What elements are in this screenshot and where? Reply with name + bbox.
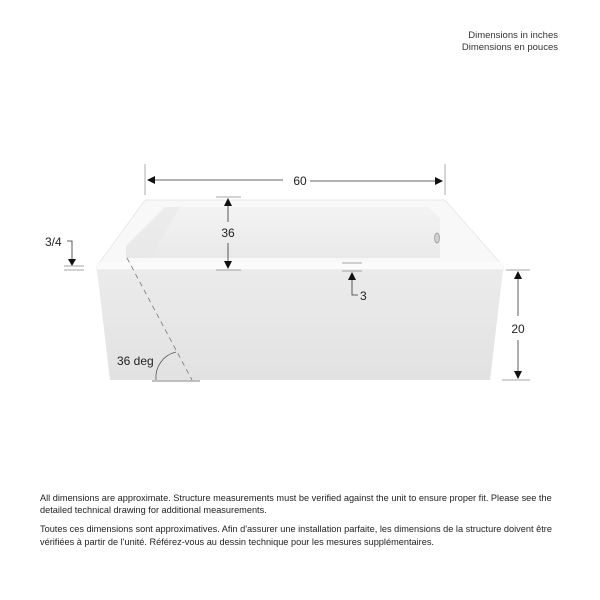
inner-depth-label: 36 <box>221 226 235 240</box>
tub-apron <box>97 270 503 380</box>
dimension-height <box>502 270 530 380</box>
tub-rim-lip <box>97 262 503 269</box>
overflow-drain-icon <box>435 233 440 243</box>
disclaimer-fr: Toutes ces dimensions sont approximatives. Afin d'assurer une installation parfaite, les dimensions de la structure doivent être vérifiées à partir de l'unité. Référez-vous au dessin technique pour les mesures supplémentaires. <box>40 524 552 547</box>
rim-height-label: 3/4 <box>45 235 62 249</box>
dimension-rim-height <box>45 235 84 270</box>
rim-offset-label: 3 <box>360 289 367 303</box>
disclaimer-notes <box>40 492 570 555</box>
apron-angle-label: 36 deg <box>117 354 154 368</box>
dimension-length <box>145 164 445 195</box>
height-label: 20 <box>511 322 525 336</box>
bathtub <box>97 200 503 380</box>
units-label-fr: Dimensions en pouces <box>461 42 558 53</box>
length-label: 60 <box>293 174 307 188</box>
units-label-en: Dimensions in inches <box>468 30 558 41</box>
disclaimer-en: All dimensions are approximate. Structure measurements must be verified against the unit to ensure proper fit. Please see the detailed technical drawing for additional measurements. <box>40 493 552 516</box>
